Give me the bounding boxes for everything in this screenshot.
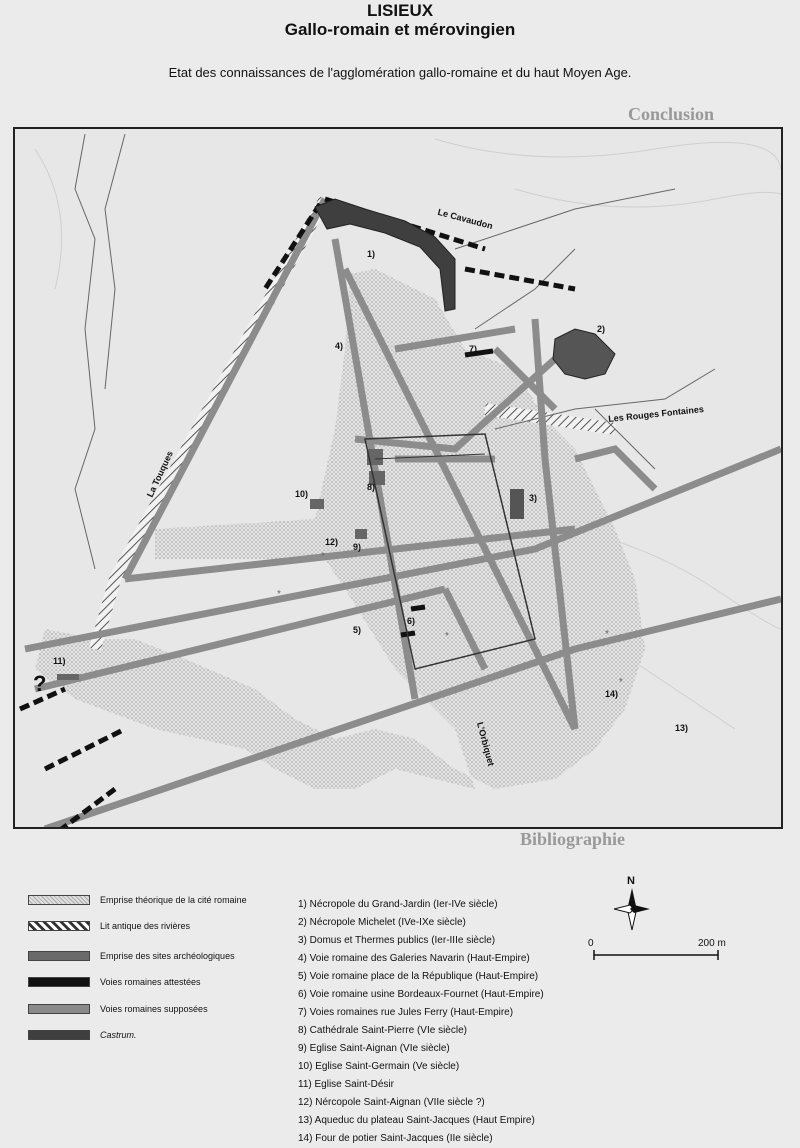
map-canvas bbox=[15, 129, 781, 827]
label-cavaudon: Le Cavaudon bbox=[436, 206, 494, 232]
legend-swatch-city bbox=[28, 895, 90, 905]
sites-list bbox=[298, 896, 544, 1148]
legend-item-attested-roads bbox=[28, 975, 201, 989]
north-arrow-icon bbox=[612, 886, 652, 932]
scale-distance: 200 m bbox=[698, 938, 726, 949]
site-label-9: 9) bbox=[353, 542, 362, 552]
list-item: 14) Four de potier Saint-Jacques (IIe siècle) bbox=[298, 1133, 493, 1144]
list-item: 12) Nércopole Saint-Aignan (VIIe siècle ?) bbox=[298, 1097, 485, 1108]
legend-item-city bbox=[28, 893, 247, 907]
legend-label: Castrum. bbox=[100, 1030, 137, 1040]
list-item: 2) Nécropole Michelet (IVe-IXe siècle) bbox=[298, 917, 466, 928]
page-subtitle: Etat des connaissances de l'agglomération gallo-romaine et du haut Moyen Age. bbox=[168, 65, 632, 80]
site-label-7: 7) bbox=[469, 344, 478, 354]
legend-item-sites bbox=[28, 949, 235, 963]
site-label-12: 12) bbox=[325, 537, 339, 547]
label-touques: La Touques bbox=[144, 449, 175, 499]
site-domus bbox=[510, 489, 524, 519]
site-label-1: 1) bbox=[367, 249, 376, 259]
label-orbiquet: L'Orbiquet bbox=[474, 720, 497, 768]
site-label-2: 2) bbox=[597, 324, 606, 334]
page-title: LISIEUX bbox=[366, 1, 434, 20]
legend-label: Emprise théorique de la cité romaine bbox=[100, 895, 247, 905]
svg-text:*: * bbox=[445, 631, 449, 642]
svg-text:*: * bbox=[605, 629, 609, 640]
legend-swatch-attested bbox=[28, 977, 90, 987]
site-label-3: 3) bbox=[529, 493, 538, 503]
site-label-4: 4) bbox=[335, 341, 344, 351]
legend-label: Voies romaines supposées bbox=[100, 1004, 208, 1014]
map-frame bbox=[13, 127, 783, 829]
site-michelet bbox=[553, 329, 615, 379]
list-item: 13) Aqueduc du plateau Saint-Jacques (Haut Empire) bbox=[298, 1115, 535, 1126]
legend-swatch-riverbed bbox=[28, 921, 90, 931]
scale-bar bbox=[592, 948, 722, 962]
background-heading-conclusion: Conclusion bbox=[628, 104, 715, 124]
site-label-6: 6) bbox=[407, 616, 416, 626]
legend-label: Voies romaines attestées bbox=[100, 977, 201, 987]
legend-label: Emprise des sites archéologiques bbox=[100, 951, 235, 961]
site-label-11: 11) bbox=[53, 656, 66, 666]
background-heading-bibliography: Bibliographie bbox=[520, 829, 626, 849]
legend-item-riverbed bbox=[28, 919, 190, 933]
unknown-marker: ? bbox=[33, 671, 47, 696]
page-title-secondary: Gallo-romain et mérovingien bbox=[284, 20, 516, 39]
scale-zero: 0 bbox=[588, 938, 594, 949]
site-label-13: 13) bbox=[675, 723, 689, 733]
site-label-10: 10) bbox=[295, 489, 309, 499]
north-label: N bbox=[627, 875, 635, 887]
site-label-14: 14) bbox=[605, 689, 619, 699]
legend-swatch-sites bbox=[28, 951, 90, 961]
list-item: 11) Eglise Saint-Désir bbox=[298, 1079, 394, 1090]
list-item: 7) Voies romaines rue Jules Ferry (Haut-Empire) bbox=[298, 1007, 514, 1018]
list-item: 4) Voie romaine des Galeries Navarin (Haut-Empire) bbox=[298, 953, 530, 964]
list-item: 6) Voie romaine usine Bordeaux-Fournet (Haut-Empire) bbox=[298, 989, 544, 1000]
list-item: 1) Nécropole du Grand-Jardin (Ier-IVe siècle) bbox=[298, 899, 498, 910]
legend-swatch-castrum bbox=[28, 1030, 90, 1040]
legend-item-castrum bbox=[28, 1028, 137, 1042]
legend-label: Lit antique des rivières bbox=[100, 921, 191, 931]
svg-text:*: * bbox=[619, 677, 623, 688]
list-item: 5) Voie romaine place de la République (Haut-Empire) bbox=[298, 971, 539, 982]
list-item: 8) Cathédrale Saint-Pierre (VIe siècle) bbox=[298, 1025, 467, 1036]
list-item: 10) Eglise Saint-Germain (Ve siècle) bbox=[298, 1061, 460, 1072]
legend-item-supposed-roads bbox=[28, 1002, 208, 1016]
site-label-5: 5) bbox=[353, 625, 362, 635]
svg-text:*: * bbox=[321, 551, 325, 562]
list-item: 9) Eglise Saint-Aignan (VIe siècle) bbox=[298, 1043, 450, 1054]
legend-swatch-supposed bbox=[28, 1004, 90, 1014]
list-item: 3) Domus et Thermes publics (Ier-IIIe siècle) bbox=[298, 935, 496, 946]
svg-text:*: * bbox=[277, 589, 281, 600]
site-label-8: 8) bbox=[367, 482, 376, 492]
label-rouges-fontaines: Les Rouges Fontaines bbox=[607, 404, 705, 424]
